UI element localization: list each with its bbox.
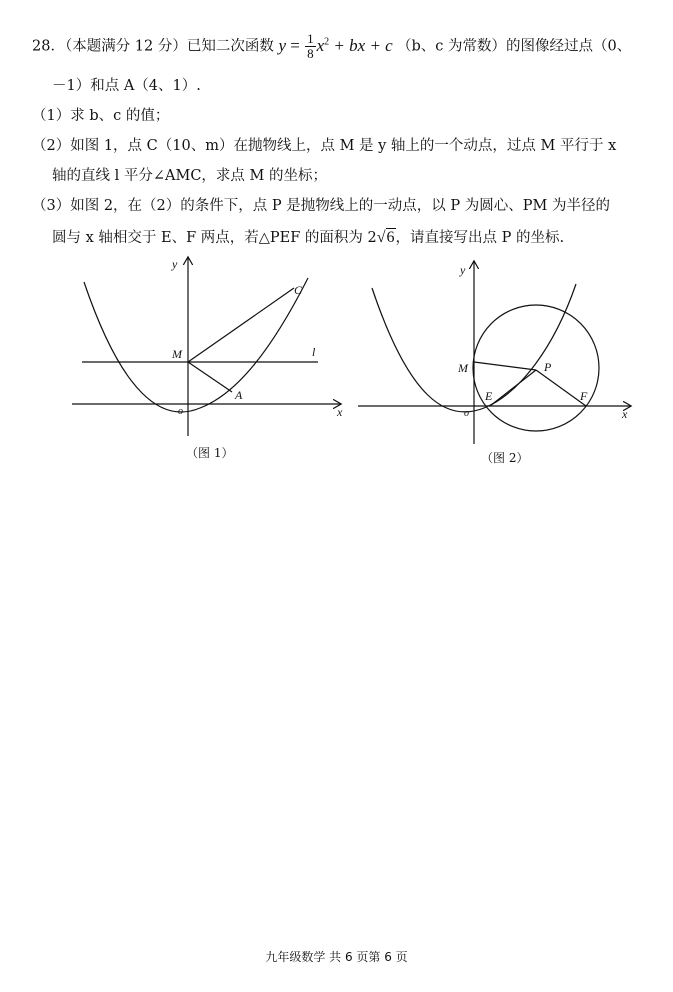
fig1-label-c: C — [294, 283, 303, 297]
question-1: （1）求 b、c 的值； — [32, 108, 170, 124]
figure-2 — [354, 258, 644, 458]
fig1-label-l: l — [312, 345, 316, 359]
fig2-label-o: o — [464, 408, 469, 419]
fig1-parabola — [84, 278, 308, 412]
fig2-segment-pe — [490, 370, 536, 406]
figure-1 — [62, 254, 352, 444]
problem-number: 28． — [32, 38, 65, 55]
fraction-one-eighth: $\frac{1}{8}$ — [307, 31, 314, 62]
figure-1-caption: （图 1） — [186, 446, 234, 460]
score-note: （本题满分 12 分） — [64, 38, 187, 55]
problem-line-2: －1）和点 A（4、1）. — [52, 78, 201, 94]
fig1-label-o: o — [178, 406, 183, 417]
quadratic-formula: y = $\frac{1}{8}$ $x^2$ + bx + c — [278, 31, 393, 62]
intro-text-b: （b、c 为常数）的图像经过点（0、 — [396, 38, 632, 55]
question-2-line-2: 轴的直线 l 平分∠AMC，求点 M 的坐标； — [52, 168, 327, 184]
fig2-label-y: y — [460, 263, 466, 277]
fig2-label-m: M — [458, 361, 468, 375]
sqrt-six: √6 — [376, 229, 395, 246]
fig2-label-p: P — [544, 360, 552, 374]
question-3-line-1: （3）如图 2，在（2）的条件下，点 P 是抛物线上的一动点，以 P 为圆心、PM 为半径的 — [32, 198, 610, 214]
fig2-circle — [473, 305, 599, 431]
question-2-line-1: （2）如图 1，点 C（10、m）在抛物线上，点 M 是 y 轴上的一个动点，过点 M 平行于 x — [32, 138, 617, 154]
page-footer: 九年级数学 共 6 页第 6 页 — [265, 950, 408, 964]
fig1-label-x: x — [337, 405, 343, 419]
fig2-label-e: E — [485, 389, 493, 403]
problem-line-1 — [32, 32, 631, 61]
fig1-label-y: y — [172, 257, 178, 271]
question-3-line-2: 圆与 x 轴相交于 E、F 两点，若△PEF 的面积为 2√6，请直接写出点 P 的坐标. — [52, 229, 565, 246]
fig2-label-f: F — [580, 389, 588, 403]
fig2-label-x: x — [622, 407, 628, 421]
fig1-label-a: A — [235, 388, 243, 402]
intro-text-a: 已知二次函数 — [186, 38, 274, 55]
fig2-segment-pf — [536, 370, 586, 406]
fig1-segment-ma — [188, 362, 232, 392]
fig1-label-m: M — [172, 347, 182, 361]
figure-2-caption: （图 2） — [481, 451, 529, 465]
fig1-segment-mc — [188, 288, 294, 362]
fig2-segment-mp — [474, 362, 536, 370]
